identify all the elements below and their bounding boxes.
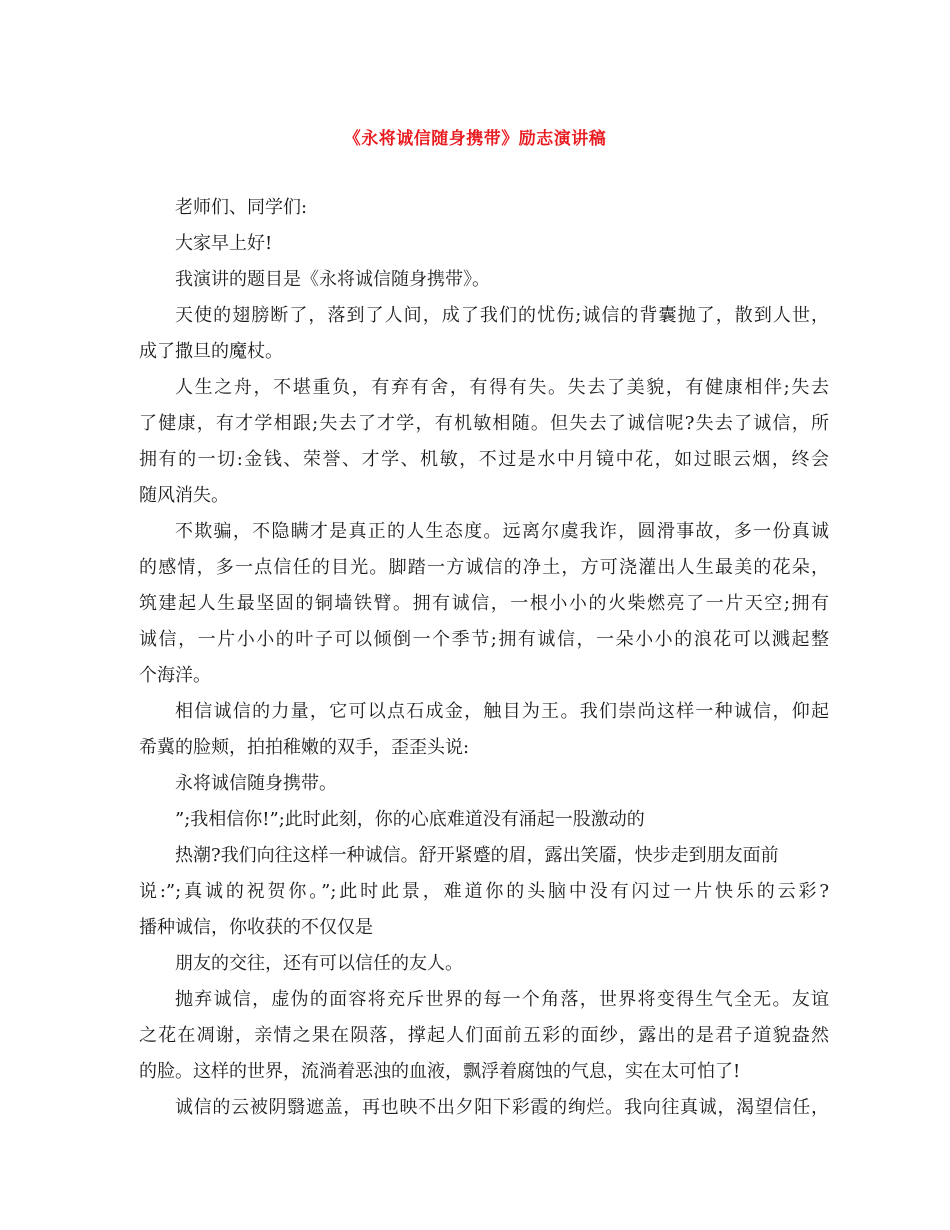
text-line: 天使的翅膀断了，落到了人间，成了我们的忧伤;诚信的背囊抛了，散到人世， [175, 305, 829, 326]
text-line: 拥有的一切:金钱、荣誉、才学、机敏，不过是水中月镜中花，如过眼云烟，终会 [139, 449, 829, 470]
text-line: 说:”;真诚的祝贺你。”;此时此景，难道你的头脑中没有闪过一片快乐的云彩? [139, 881, 829, 902]
text-line: 大家早上好! [175, 233, 273, 254]
text-line: 的感情，多一点信任的目光。脚踏一方诚信的净土，方可浇灌出人生最美的花朵， [139, 557, 829, 578]
text-line: 抛弃诚信，虚伪的面容将充斥世界的每一个角落，世界将变得生气全无。友谊 [175, 989, 829, 1010]
text-line: 诚信的云被阴翳遮盖，再也映不出夕阳下彩霞的绚烂。我向往真诚，渴望信任， [175, 1097, 829, 1118]
text-line: 个海洋。 [139, 665, 211, 686]
text-line: 永将诚信随身携带。 [175, 773, 337, 794]
text-line: 播种诚信，你收获的不仅仅是 [139, 917, 373, 938]
text-line: 热潮?我们向往这样一种诚信。舒开紧蹙的眉，露出笑靥，快步走到朋友面前 [175, 845, 779, 866]
document-title: 《永将诚信随身携带》励志演讲稿 [343, 129, 607, 149]
text-line: 人生之舟，不堪重负，有弃有舍，有得有失。失去了美貌，有健康相伴;失去 [175, 377, 829, 398]
text-line: 了健康，有才学相跟;失去了才学，有机敏相随。但失去了诚信呢?失去了诚信，所 [139, 413, 829, 434]
text-line: 的脸。这样的世界，流淌着恶浊的血液，飘浮着腐蚀的气息，实在太可怕了! [139, 1061, 741, 1082]
text-line: 相信诚信的力量，它可以点石成金，触目为王。我们崇尚这样一种诚信，仰起 [175, 701, 829, 722]
text-line: 筑建起人生最坚固的铜墙铁臂。拥有诚信，一根小小的火柴燃亮了一片天空;拥有 [139, 593, 829, 614]
text-line: 我演讲的题目是《永将诚信随身携带》。 [175, 269, 490, 290]
text-line: 成了撒旦的魔杖。 [139, 341, 283, 362]
text-line: 希冀的脸颊，拍拍稚嫩的双手，歪歪头说: [139, 737, 470, 758]
text-line: 老师们、同学们: [175, 197, 308, 218]
text-line: 之花在凋谢，亲情之果在陨落，撑起人们面前五彩的面纱，露出的是君子道貌盎然 [139, 1025, 829, 1046]
document-body [139, 190, 829, 1126]
text-line: 诚信，一片小小的叶子可以倾倒一个季节;拥有诚信，一朵小小的浪花可以溅起整 [139, 629, 829, 650]
text-line: 不欺骗，不隐瞒才是真正的人生态度。远离尔虞我诈，圆滑事故，多一份真诚 [175, 521, 829, 542]
text-line: 朋友的交往，还有可以信任的友人。 [175, 953, 463, 974]
text-line: ”;我相信你!”;此时此刻，你的心底难道没有涌起一股激动的 [175, 809, 645, 830]
text-line: 随风消失。 [139, 485, 229, 506]
